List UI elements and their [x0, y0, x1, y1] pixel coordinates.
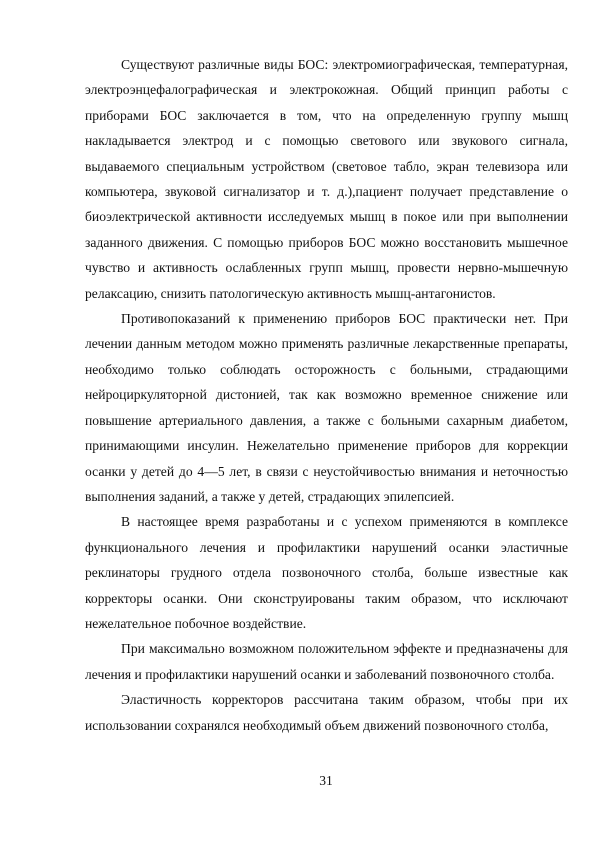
body-text	[85, 52, 568, 738]
paragraph-positive-effect: При максимально возможном положительном эффекте и предназначены для лечения и профилактики нарушений осанки и заболеваний позвоночного столба.	[85, 641, 568, 682]
paragraph-posture-correctors: В настоящее время разработаны и с успехом применяются в комплексе функционального лечения и профилактики нарушений осанки эластичные реклинаторы грудного отдела позвоночного столба, больше известные как корректоры осанки. Они сконструированы таким образом, что исключают нежелательное побочное воздействие.	[85, 514, 568, 631]
paragraph-contraindications: Противопоказаний к применению приборов БОС практически нет. При лечении данным методом можно применять различные лекарственные препараты, необходимо только соблюдать осторожность с больными, страдающими нейроциркуляторной дистонией, так как возможно временное снижение или повышение артериального давления, а также с больными сахарным диабетом, принимающими инсулин. Нежелательно применение приборов для коррекции осанки у детей до 4—5 лет, в связи с неустойчивостью внимания и неточностью выполнения заданий, а также у детей, страдающих эпилепсией.	[85, 311, 568, 504]
paragraph-bos-types: Существуют различные виды БОС: электромиографическая, температурная, электроэнцефалографическая и электрокожная. Общий принцип работы с приборами БОС заключается в том, что на определенную группу мышц накладывается электрод и с помощью светового или звукового сигнала, выдаваемого специальным устройством (световое табло, экран телевизора или компьютера, звуковой сигнализатор и т. д.),пациент получает представление о биоэлектрической активности исследуемых мышц в покое или при выполнении заданного движения. С помощью приборов БОС можно восстановить мышечное чувство и активность ослабленных групп мышц, провести нервно-мышечную релаксацию, снизить патологическую активность мышц-антагонистов.	[85, 57, 568, 301]
paragraph-elasticity: Эластичность корректоров рассчитана таким образом, чтобы при их использовании сохранялся необходимый объем движений позвоночного столба,	[85, 692, 568, 733]
page-number: 31	[319, 773, 333, 788]
